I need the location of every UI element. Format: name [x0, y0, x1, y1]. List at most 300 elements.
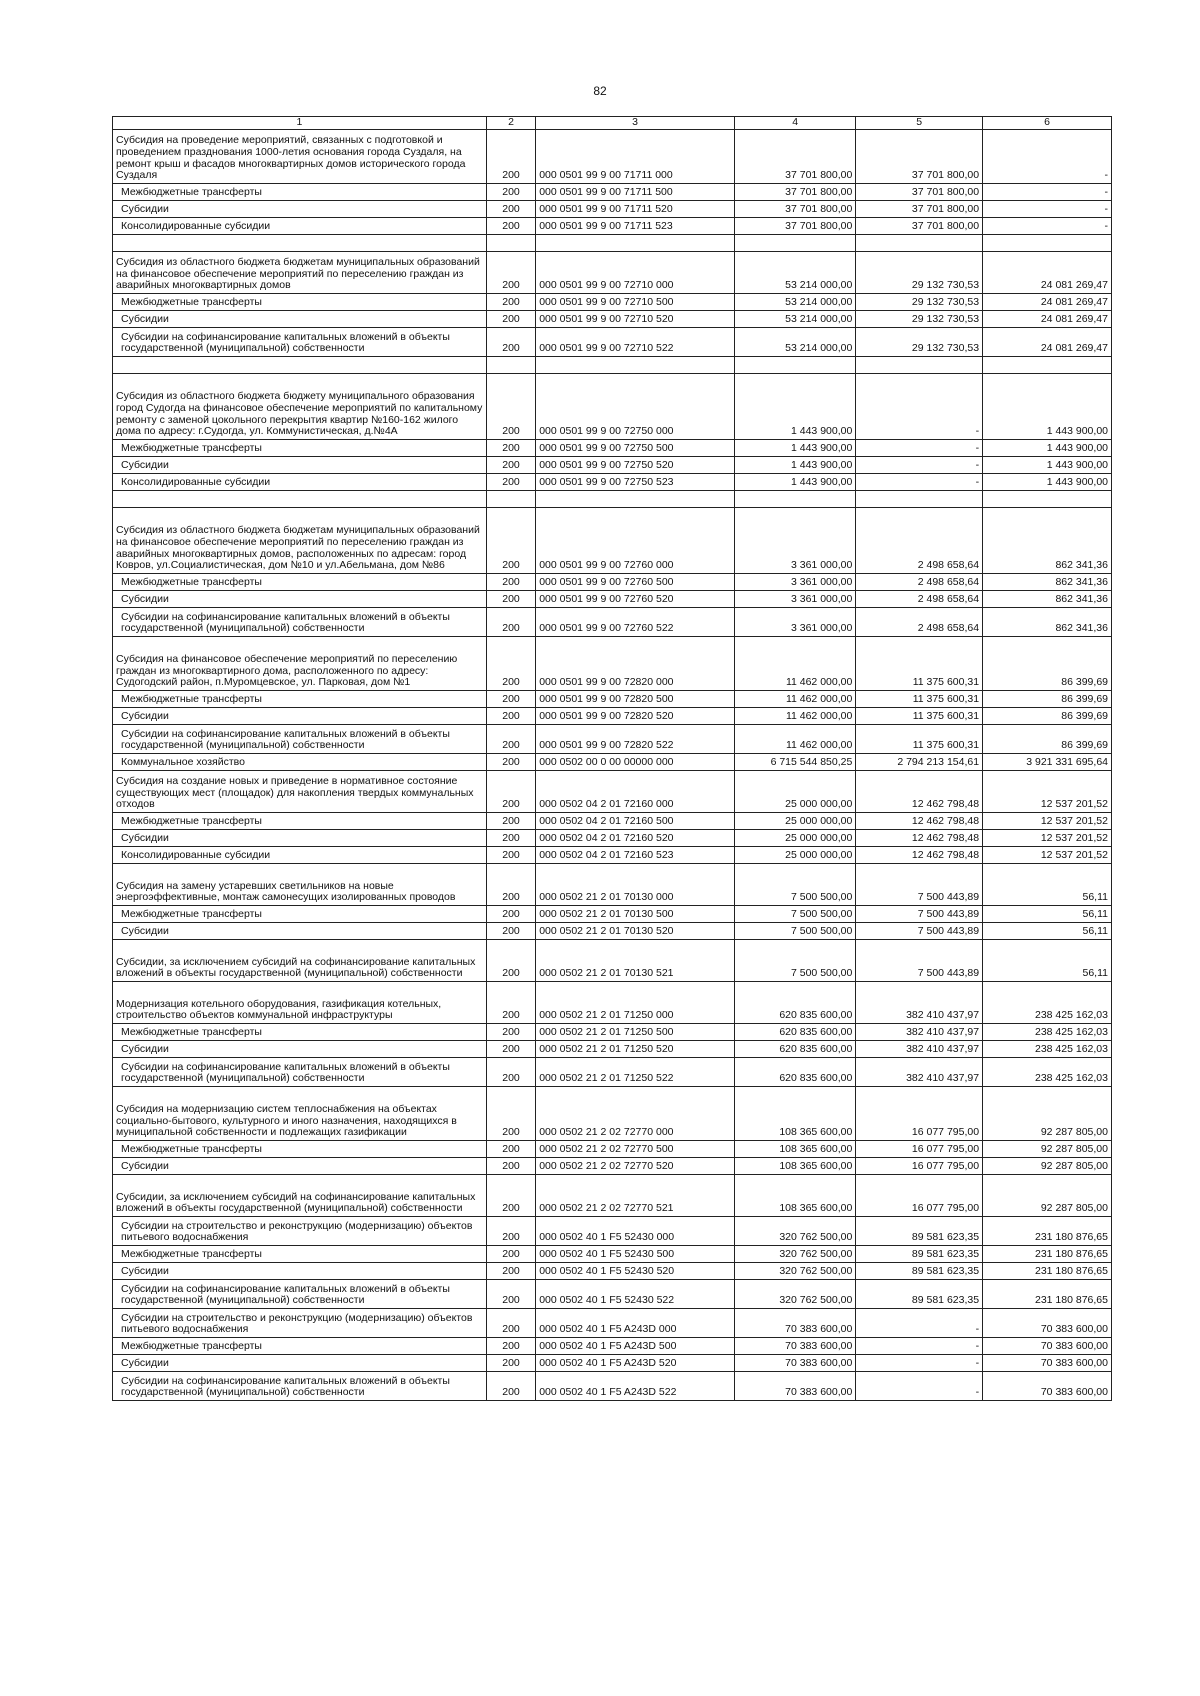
- approved-amount-cell: 70 383 600,00: [734, 1309, 855, 1338]
- unexecuted-amount-cell: 12 537 201,52: [983, 830, 1112, 847]
- unexecuted-amount-cell: 56,11: [983, 923, 1112, 940]
- admin-code-cell: 200: [486, 708, 535, 725]
- budget-code-cell: 000 0502 21 2 02 72770 520: [536, 1158, 735, 1175]
- unexecuted-amount-cell: -: [983, 130, 1112, 184]
- budget-code-cell: 000 0501 99 9 00 72750 523: [536, 474, 735, 491]
- column-header: 4: [734, 117, 855, 130]
- executed-amount-cell: 12 462 798,48: [856, 830, 983, 847]
- row-name-cell: Межбюджетные трансферты: [113, 574, 487, 591]
- table-row: [113, 1058, 1112, 1087]
- budget-code-cell: 000 0502 04 2 01 72160 523: [536, 847, 735, 864]
- table-row: [113, 1263, 1112, 1280]
- table-row: [113, 201, 1112, 218]
- table-row: [113, 591, 1112, 608]
- budget-code-cell: 000 0502 21 2 02 72770 521: [536, 1175, 735, 1217]
- approved-amount-cell: 1 443 900,00: [734, 457, 855, 474]
- admin-code-cell: 200: [486, 864, 535, 906]
- budget-code-cell: 000 0501 99 9 00 71711 000: [536, 130, 735, 184]
- row-name-cell: Субсидии на строительство и реконструкцию (модернизацию) объектов питьевого водоснабжения: [113, 1217, 487, 1246]
- budget-code-cell: 000 0502 40 1 F5 A243D 520: [536, 1355, 735, 1372]
- unexecuted-amount-cell: 56,11: [983, 940, 1112, 982]
- unexecuted-amount-cell: 70 383 600,00: [983, 1372, 1112, 1401]
- admin-code-cell: 200: [486, 1058, 535, 1087]
- row-name-cell: Межбюджетные трансферты: [113, 813, 487, 830]
- approved-amount-cell: 320 762 500,00: [734, 1217, 855, 1246]
- approved-amount-cell: 108 365 600,00: [734, 1175, 855, 1217]
- unexecuted-amount-cell: 1 443 900,00: [983, 474, 1112, 491]
- executed-amount-cell: 7 500 443,89: [856, 940, 983, 982]
- table-row: [113, 725, 1112, 754]
- unexecuted-amount-cell: 56,11: [983, 864, 1112, 906]
- row-name-cell: Межбюджетные трансферты: [113, 1246, 487, 1263]
- admin-code-cell: 200: [486, 813, 535, 830]
- executed-amount-cell: 89 581 623,35: [856, 1246, 983, 1263]
- admin-code-cell: 200: [486, 1217, 535, 1246]
- admin-code-cell: 200: [486, 1141, 535, 1158]
- budget-code-cell: 000 0501 99 9 00 71711 520: [536, 201, 735, 218]
- executed-amount-cell: 16 077 795,00: [856, 1141, 983, 1158]
- executed-amount-cell: 2 498 658,64: [856, 608, 983, 637]
- approved-amount-cell: 3 361 000,00: [734, 574, 855, 591]
- row-name-cell: Субсидии: [113, 1158, 487, 1175]
- budget-code-cell: 000 0501 99 9 00 72760 500: [536, 574, 735, 591]
- budget-code-cell: 000 0501 99 9 00 72750 000: [536, 374, 735, 440]
- spacer-cell: [486, 235, 535, 252]
- row-name-cell: Субсидия на замену устаревших светильников на новые энергоэффективные, монтаж самонесущих изолированных проводов: [113, 864, 487, 906]
- table-body: [113, 130, 1112, 1401]
- row-name-cell: Субсидии: [113, 1041, 487, 1058]
- budget-code-cell: 000 0501 99 9 00 72820 000: [536, 637, 735, 691]
- admin-code-cell: 200: [486, 218, 535, 235]
- admin-code-cell: 200: [486, 1280, 535, 1309]
- approved-amount-cell: 70 383 600,00: [734, 1372, 855, 1401]
- admin-code-cell: 200: [486, 608, 535, 637]
- approved-amount-cell: 108 365 600,00: [734, 1087, 855, 1141]
- admin-code-cell: 200: [486, 294, 535, 311]
- table-row: [113, 311, 1112, 328]
- row-name-cell: Субсидии на строительство и реконструкцию (модернизацию) объектов питьевого водоснабжения: [113, 1309, 487, 1338]
- column-header: 1: [113, 117, 487, 130]
- budget-code-cell: 000 0502 40 1 F5 A243D 522: [536, 1372, 735, 1401]
- approved-amount-cell: 620 835 600,00: [734, 1041, 855, 1058]
- admin-code-cell: 200: [486, 1263, 535, 1280]
- admin-code-cell: 200: [486, 591, 535, 608]
- approved-amount-cell: 37 701 800,00: [734, 218, 855, 235]
- spacer-cell: [983, 491, 1112, 508]
- executed-amount-cell: 37 701 800,00: [856, 130, 983, 184]
- unexecuted-amount-cell: 70 383 600,00: [983, 1355, 1112, 1372]
- executed-amount-cell: 382 410 437,97: [856, 1041, 983, 1058]
- unexecuted-amount-cell: 92 287 805,00: [983, 1158, 1112, 1175]
- row-name-cell: Субсидии, за исключением субсидий на софинансирование капитальных вложений в объекты государственной (муниципальной) собственности: [113, 940, 487, 982]
- executed-amount-cell: 29 132 730,53: [856, 294, 983, 311]
- approved-amount-cell: 25 000 000,00: [734, 830, 855, 847]
- unexecuted-amount-cell: 24 081 269,47: [983, 311, 1112, 328]
- admin-code-cell: 200: [486, 1355, 535, 1372]
- executed-amount-cell: -: [856, 1338, 983, 1355]
- budget-code-cell: 000 0502 21 2 01 71250 520: [536, 1041, 735, 1058]
- spacer-cell: [113, 357, 487, 374]
- approved-amount-cell: 320 762 500,00: [734, 1280, 855, 1309]
- executed-amount-cell: 29 132 730,53: [856, 311, 983, 328]
- row-name-cell: Межбюджетные трансферты: [113, 1338, 487, 1355]
- spacer-cell: [113, 235, 487, 252]
- approved-amount-cell: 25 000 000,00: [734, 847, 855, 864]
- table-row: [113, 1372, 1112, 1401]
- budget-code-cell: 000 0501 99 9 00 72760 522: [536, 608, 735, 637]
- approved-amount-cell: 1 443 900,00: [734, 440, 855, 457]
- approved-amount-cell: 3 361 000,00: [734, 608, 855, 637]
- admin-code-cell: 200: [486, 1087, 535, 1141]
- executed-amount-cell: 7 500 443,89: [856, 906, 983, 923]
- spacer-row: [113, 235, 1112, 252]
- table-row: [113, 1246, 1112, 1263]
- executed-amount-cell: 7 500 443,89: [856, 923, 983, 940]
- executed-amount-cell: 29 132 730,53: [856, 252, 983, 294]
- admin-code-cell: 200: [486, 1158, 535, 1175]
- approved-amount-cell: 53 214 000,00: [734, 311, 855, 328]
- approved-amount-cell: 37 701 800,00: [734, 184, 855, 201]
- row-name-cell: Субсидии: [113, 1263, 487, 1280]
- unexecuted-amount-cell: 24 081 269,47: [983, 328, 1112, 357]
- row-name-cell: Межбюджетные трансферты: [113, 184, 487, 201]
- unexecuted-amount-cell: -: [983, 201, 1112, 218]
- budget-code-cell: 000 0501 99 9 00 72820 500: [536, 691, 735, 708]
- table-row: [113, 294, 1112, 311]
- table-row: [113, 457, 1112, 474]
- approved-amount-cell: 7 500 500,00: [734, 940, 855, 982]
- budget-code-cell: 000 0501 99 9 00 72820 522: [536, 725, 735, 754]
- unexecuted-amount-cell: 1 443 900,00: [983, 440, 1112, 457]
- approved-amount-cell: 25 000 000,00: [734, 771, 855, 813]
- executed-amount-cell: 89 581 623,35: [856, 1217, 983, 1246]
- table-row: [113, 374, 1112, 440]
- admin-code-cell: 200: [486, 1372, 535, 1401]
- budget-code-cell: 000 0502 40 1 F5 A243D 000: [536, 1309, 735, 1338]
- executed-amount-cell: 7 500 443,89: [856, 864, 983, 906]
- budget-code-cell: 000 0502 21 2 02 72770 500: [536, 1141, 735, 1158]
- unexecuted-amount-cell: 86 399,69: [983, 691, 1112, 708]
- admin-code-cell: 200: [486, 847, 535, 864]
- table-row: [113, 691, 1112, 708]
- executed-amount-cell: 37 701 800,00: [856, 218, 983, 235]
- approved-amount-cell: 11 462 000,00: [734, 637, 855, 691]
- approved-amount-cell: 7 500 500,00: [734, 906, 855, 923]
- admin-code-cell: 200: [486, 830, 535, 847]
- spacer-cell: [734, 491, 855, 508]
- row-name-cell: Субсидия на создание новых и приведение в нормативное состояние существующих мест (площадок) для накопления твердых коммунальных отходов: [113, 771, 487, 813]
- table-row: [113, 1041, 1112, 1058]
- admin-code-cell: 200: [486, 328, 535, 357]
- table-row: [113, 328, 1112, 357]
- row-name-cell: Субсидии: [113, 830, 487, 847]
- column-header: 3: [536, 117, 735, 130]
- approved-amount-cell: 53 214 000,00: [734, 294, 855, 311]
- executed-amount-cell: 2 498 658,64: [856, 591, 983, 608]
- unexecuted-amount-cell: 3 921 331 695,64: [983, 754, 1112, 771]
- unexecuted-amount-cell: 238 425 162,03: [983, 1041, 1112, 1058]
- budget-code-cell: 000 0502 21 2 01 71250 000: [536, 982, 735, 1024]
- spacer-row: [113, 357, 1112, 374]
- page-number: 82: [593, 84, 607, 98]
- unexecuted-amount-cell: 231 180 876,65: [983, 1280, 1112, 1309]
- table-row: [113, 771, 1112, 813]
- admin-code-cell: 200: [486, 374, 535, 440]
- admin-code-cell: 200: [486, 771, 535, 813]
- row-name-cell: Субсидии на софинансирование капитальных вложений в объекты государственной (муниципальной) собственности: [113, 1372, 487, 1401]
- budget-code-cell: 000 0502 04 2 01 72160 000: [536, 771, 735, 813]
- budget-code-cell: 000 0502 40 1 F5 52430 522: [536, 1280, 735, 1309]
- executed-amount-cell: -: [856, 457, 983, 474]
- executed-amount-cell: -: [856, 1372, 983, 1401]
- approved-amount-cell: 108 365 600,00: [734, 1158, 855, 1175]
- approved-amount-cell: 620 835 600,00: [734, 982, 855, 1024]
- executed-amount-cell: 11 375 600,31: [856, 708, 983, 725]
- table-row: [113, 1309, 1112, 1338]
- row-name-cell: Субсидии на софинансирование капитальных вложений в объекты государственной (муниципальной) собственности: [113, 1058, 487, 1087]
- admin-code-cell: 200: [486, 201, 535, 218]
- admin-code-cell: 200: [486, 1309, 535, 1338]
- table-row: [113, 1141, 1112, 1158]
- executed-amount-cell: -: [856, 1309, 983, 1338]
- admin-code-cell: 200: [486, 940, 535, 982]
- budget-code-cell: 000 0502 21 2 01 70130 521: [536, 940, 735, 982]
- budget-code-cell: 000 0501 99 9 00 71711 523: [536, 218, 735, 235]
- admin-code-cell: 200: [486, 754, 535, 771]
- approved-amount-cell: 53 214 000,00: [734, 328, 855, 357]
- row-name-cell: Субсидии на софинансирование капитальных вложений в объекты государственной (муниципальной) собственности: [113, 725, 487, 754]
- row-name-cell: Консолидированные субсидии: [113, 218, 487, 235]
- unexecuted-amount-cell: 92 287 805,00: [983, 1141, 1112, 1158]
- spacer-cell: [856, 235, 983, 252]
- executed-amount-cell: 11 375 600,31: [856, 691, 983, 708]
- admin-code-cell: 200: [486, 574, 535, 591]
- budget-code-cell: 000 0502 00 0 00 00000 000: [536, 754, 735, 771]
- executed-amount-cell: 16 077 795,00: [856, 1175, 983, 1217]
- executed-amount-cell: -: [856, 1355, 983, 1372]
- approved-amount-cell: 11 462 000,00: [734, 691, 855, 708]
- row-name-cell: Межбюджетные трансферты: [113, 294, 487, 311]
- table-row: [113, 218, 1112, 235]
- admin-code-cell: 200: [486, 1041, 535, 1058]
- unexecuted-amount-cell: 862 341,36: [983, 591, 1112, 608]
- approved-amount-cell: 70 383 600,00: [734, 1338, 855, 1355]
- admin-code-cell: 200: [486, 252, 535, 294]
- table-row: [113, 847, 1112, 864]
- admin-code-cell: 200: [486, 691, 535, 708]
- admin-code-cell: 200: [486, 725, 535, 754]
- admin-code-cell: 200: [486, 982, 535, 1024]
- unexecuted-amount-cell: 24 081 269,47: [983, 252, 1112, 294]
- executed-amount-cell: -: [856, 440, 983, 457]
- budget-code-cell: 000 0501 99 9 00 72710 522: [536, 328, 735, 357]
- row-name-cell: Субсидия из областного бюджета бюджету муниципального образования город Судогда на финансовое обеспечение мероприятий по капитальному ремонту с заменой цокольного перекрытия квартир №160-162 жилого дома по адресу: г.Судогда, ул. Коммунистическая, д.№4А: [113, 374, 487, 440]
- unexecuted-amount-cell: 12 537 201,52: [983, 813, 1112, 830]
- unexecuted-amount-cell: 86 399,69: [983, 637, 1112, 691]
- budget-code-cell: 000 0502 21 2 01 71250 522: [536, 1058, 735, 1087]
- row-name-cell: Межбюджетные трансферты: [113, 906, 487, 923]
- header-row: [113, 117, 1112, 130]
- unexecuted-amount-cell: 86 399,69: [983, 708, 1112, 725]
- unexecuted-amount-cell: -: [983, 184, 1112, 201]
- budget-code-cell: 000 0502 04 2 01 72160 500: [536, 813, 735, 830]
- admin-code-cell: 200: [486, 1024, 535, 1041]
- table-row: [113, 1355, 1112, 1372]
- executed-amount-cell: -: [856, 474, 983, 491]
- table-row: [113, 1158, 1112, 1175]
- admin-code-cell: 200: [486, 130, 535, 184]
- unexecuted-amount-cell: 92 287 805,00: [983, 1087, 1112, 1141]
- table-row: [113, 440, 1112, 457]
- budget-code-cell: 000 0502 21 2 01 70130 520: [536, 923, 735, 940]
- row-name-cell: Межбюджетные трансферты: [113, 1024, 487, 1041]
- unexecuted-amount-cell: 56,11: [983, 906, 1112, 923]
- column-header: 6: [983, 117, 1112, 130]
- row-name-cell: Субсидии: [113, 311, 487, 328]
- row-name-cell: Субсидия на модернизацию систем теплоснабжения на объектах социально-бытового, культурного и иного назначения, находящихся в муниципальной собственности и подлежащих газификации: [113, 1087, 487, 1141]
- budget-code-cell: 000 0501 99 9 00 72710 500: [536, 294, 735, 311]
- unexecuted-amount-cell: 231 180 876,65: [983, 1263, 1112, 1280]
- spacer-cell: [113, 491, 487, 508]
- unexecuted-amount-cell: 70 383 600,00: [983, 1309, 1112, 1338]
- table-row: [113, 252, 1112, 294]
- approved-amount-cell: 37 701 800,00: [734, 201, 855, 218]
- unexecuted-amount-cell: 24 081 269,47: [983, 294, 1112, 311]
- budget-code-cell: 000 0502 40 1 F5 A243D 500: [536, 1338, 735, 1355]
- budget-code-cell: 000 0502 21 2 01 70130 000: [536, 864, 735, 906]
- row-name-cell: Субсидии, за исключением субсидий на софинансирование капитальных вложений в объекты государственной (муниципальной) собственности: [113, 1175, 487, 1217]
- budget-code-cell: 000 0501 99 9 00 72760 000: [536, 508, 735, 574]
- spacer-cell: [856, 491, 983, 508]
- row-name-cell: Субсидии на софинансирование капитальных вложений в объекты государственной (муниципальной) собственности: [113, 608, 487, 637]
- unexecuted-amount-cell: 12 537 201,52: [983, 847, 1112, 864]
- table-row: [113, 1280, 1112, 1309]
- executed-amount-cell: 89 581 623,35: [856, 1280, 983, 1309]
- budget-code-cell: 000 0501 99 9 00 72710 520: [536, 311, 735, 328]
- budget-code-cell: 000 0502 40 1 F5 52430 520: [536, 1263, 735, 1280]
- table-row: [113, 1338, 1112, 1355]
- spacer-cell: [734, 235, 855, 252]
- table-row: [113, 982, 1112, 1024]
- approved-amount-cell: 320 762 500,00: [734, 1263, 855, 1280]
- row-name-cell: Субсидии: [113, 708, 487, 725]
- table-row: [113, 923, 1112, 940]
- spacer-cell: [486, 357, 535, 374]
- table-row: [113, 708, 1112, 725]
- row-name-cell: Субсидии на софинансирование капитальных вложений в объекты государственной (муниципальной) собственности: [113, 1280, 487, 1309]
- executed-amount-cell: 29 132 730,53: [856, 328, 983, 357]
- spacer-cell: [536, 235, 735, 252]
- row-name-cell: Субсидии: [113, 1355, 487, 1372]
- executed-amount-cell: 382 410 437,97: [856, 1058, 983, 1087]
- executed-amount-cell: 2 498 658,64: [856, 508, 983, 574]
- row-name-cell: Межбюджетные трансферты: [113, 440, 487, 457]
- approved-amount-cell: 320 762 500,00: [734, 1246, 855, 1263]
- approved-amount-cell: 6 715 544 850,25: [734, 754, 855, 771]
- unexecuted-amount-cell: 238 425 162,03: [983, 982, 1112, 1024]
- executed-amount-cell: 11 375 600,31: [856, 725, 983, 754]
- table-row: [113, 637, 1112, 691]
- row-name-cell: Субсидия из областного бюджета бюджетам муниципальных образований на финансовое обеспечение мероприятий по переселению граждан из аварийных многоквартирных домов: [113, 252, 487, 294]
- table-row: [113, 1024, 1112, 1041]
- admin-code-cell: 200: [486, 1338, 535, 1355]
- admin-code-cell: 200: [486, 457, 535, 474]
- budget-code-cell: 000 0502 04 2 01 72160 520: [536, 830, 735, 847]
- admin-code-cell: 200: [486, 184, 535, 201]
- row-name-cell: Коммунальное хозяйство: [113, 754, 487, 771]
- approved-amount-cell: 7 500 500,00: [734, 923, 855, 940]
- table-row: [113, 1217, 1112, 1246]
- unexecuted-amount-cell: 86 399,69: [983, 725, 1112, 754]
- admin-code-cell: 200: [486, 508, 535, 574]
- admin-code-cell: 200: [486, 637, 535, 691]
- approved-amount-cell: 620 835 600,00: [734, 1058, 855, 1087]
- column-header: 2: [486, 117, 535, 130]
- table-row: [113, 130, 1112, 184]
- approved-amount-cell: 3 361 000,00: [734, 591, 855, 608]
- admin-code-cell: 200: [486, 923, 535, 940]
- table-row: [113, 608, 1112, 637]
- approved-amount-cell: 108 365 600,00: [734, 1141, 855, 1158]
- row-name-cell: Субсидия из областного бюджета бюджетам муниципальных образований на финансовое обеспечение мероприятий по переселению граждан из аварийных многоквартирных домов, расположенных по адресам: город Ковров, ул.Социалистическая, дом №10 и ул.Абельмана, дом №86: [113, 508, 487, 574]
- approved-amount-cell: 620 835 600,00: [734, 1024, 855, 1041]
- table-row: [113, 940, 1112, 982]
- row-name-cell: Межбюджетные трансферты: [113, 1141, 487, 1158]
- executed-amount-cell: 382 410 437,97: [856, 1024, 983, 1041]
- unexecuted-amount-cell: 862 341,36: [983, 508, 1112, 574]
- table-row: [113, 906, 1112, 923]
- table-row: [113, 508, 1112, 574]
- row-name-cell: Межбюджетные трансферты: [113, 691, 487, 708]
- approved-amount-cell: 25 000 000,00: [734, 813, 855, 830]
- admin-code-cell: 200: [486, 906, 535, 923]
- budget-code-cell: 000 0501 99 9 00 72750 520: [536, 457, 735, 474]
- row-name-cell: Консолидированные субсидии: [113, 847, 487, 864]
- executed-amount-cell: 37 701 800,00: [856, 201, 983, 218]
- budget-code-cell: 000 0501 99 9 00 71711 500: [536, 184, 735, 201]
- budget-code-cell: 000 0501 99 9 00 72760 520: [536, 591, 735, 608]
- spacer-cell: [983, 357, 1112, 374]
- unexecuted-amount-cell: 238 425 162,03: [983, 1024, 1112, 1041]
- executed-amount-cell: 89 581 623,35: [856, 1263, 983, 1280]
- budget-code-cell: 000 0501 99 9 00 72820 520: [536, 708, 735, 725]
- unexecuted-amount-cell: 1 443 900,00: [983, 374, 1112, 440]
- approved-amount-cell: 53 214 000,00: [734, 252, 855, 294]
- row-name-cell: Модернизация котельного оборудования, газификация котельных, строительство объектов коммунальной инфраструктуры: [113, 982, 487, 1024]
- admin-code-cell: 200: [486, 440, 535, 457]
- unexecuted-amount-cell: -: [983, 218, 1112, 235]
- approved-amount-cell: 70 383 600,00: [734, 1355, 855, 1372]
- executed-amount-cell: 12 462 798,48: [856, 813, 983, 830]
- column-header: 5: [856, 117, 983, 130]
- table-row: [113, 184, 1112, 201]
- unexecuted-amount-cell: 12 537 201,52: [983, 771, 1112, 813]
- admin-code-cell: 200: [486, 474, 535, 491]
- unexecuted-amount-cell: 92 287 805,00: [983, 1175, 1112, 1217]
- table-row: [113, 474, 1112, 491]
- unexecuted-amount-cell: 1 443 900,00: [983, 457, 1112, 474]
- executed-amount-cell: 16 077 795,00: [856, 1158, 983, 1175]
- executed-amount-cell: 12 462 798,48: [856, 771, 983, 813]
- unexecuted-amount-cell: 70 383 600,00: [983, 1338, 1112, 1355]
- executed-amount-cell: 11 375 600,31: [856, 637, 983, 691]
- budget-table: [112, 116, 1112, 1401]
- budget-code-cell: 000 0502 21 2 02 72770 000: [536, 1087, 735, 1141]
- table-row: [113, 574, 1112, 591]
- executed-amount-cell: 2 498 658,64: [856, 574, 983, 591]
- executed-amount-cell: 2 794 213 154,61: [856, 754, 983, 771]
- executed-amount-cell: 37 701 800,00: [856, 184, 983, 201]
